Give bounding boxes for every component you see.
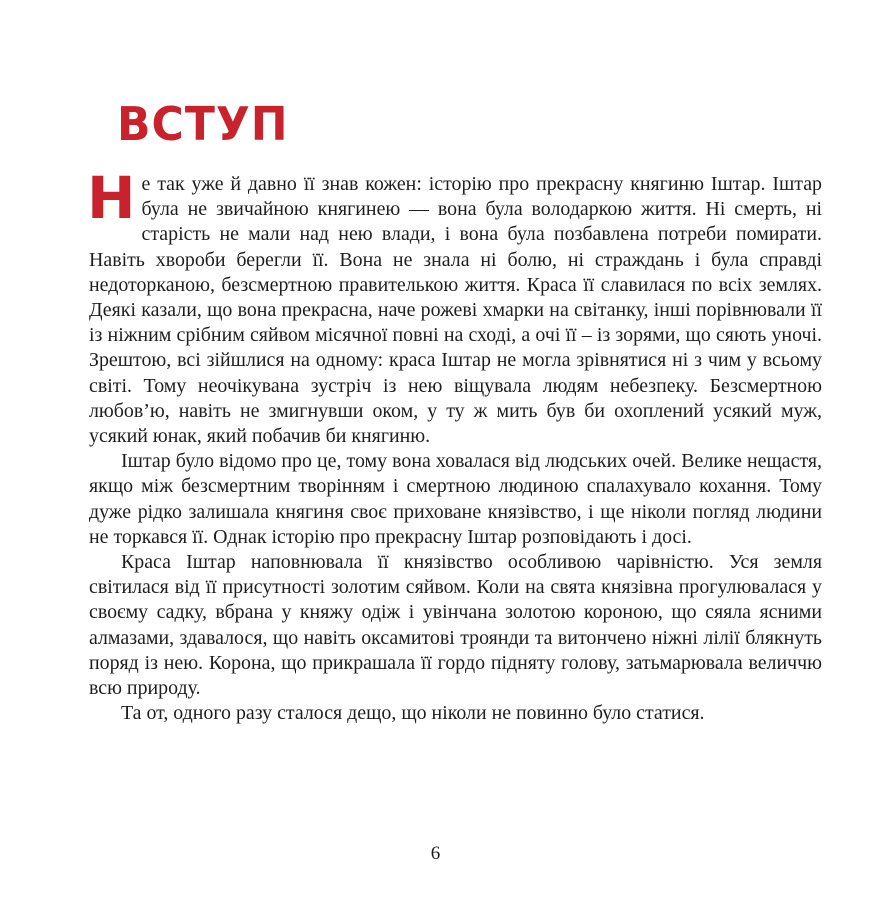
drop-cap: Н <box>87 164 136 232</box>
paragraph-4: Та от, одного разу сталося дещо, що ніколи не повинно було статися. <box>121 702 705 725</box>
chapter-body <box>87 164 822 726</box>
page-number: 6 <box>430 843 441 864</box>
paragraph-1 <box>87 164 822 449</box>
paragraph-2: Іштар було відомо про це, тому вона ховалася від людських очей. Велике нещастя, якщо між безсмертним творінням і смертною людиною спалахувало кохання. Тому дуже рідко залишала княгиня своє приховане князівство, і ще ніколи погляд людини не торкався її. Однак історію про прекрасну Іштар розповідають і досі. <box>89 450 822 548</box>
paragraph-1-text: е так уже й давно її знав кожен: історію про прекрасну княгиню Іштар. Іштар була не звичайною княгинею — вона була володаркою життя. Ні смерть, ні старість не мали над нею влади, і вона була позбавлена потреби помирати. Навіть хвороби берегли її. Вона не знала ні болю, ні страждань і була справді недоторканою, безсмертною правителькою життя. Краса її славилася по всіх землях. Деякі казали, що вона прекрасна, наче рожеві хмарки на світанку, інші порівнювали її із ніжним срібним сяйвом місячної повні на сході, а очі її – із зорями, що сяють уночі. Зрештою, всі зійшлися на одному: краса Іштар не могла зрівнятися ні з чим у всьому світі. Тому неочікувана зустріч із нею віщувала людям небезпеку. Безсмертною любов’ю, навіть не змигнувши оком, у ту ж мить був би охоплений усякий муж, усякий юнак, який побачив би княгиню. <box>89 173 822 448</box>
paragraph-3: Краса Іштар наповнювала її князівство особливою чарівністю. Уся земля світилася від її присутності золотим сяйвом. Коли на свята князівна прогулювалася у своєму садку, вбрана у княжу одіж і увінчана золотою короною, що сяяла ясними алмазами, здавалося, що навіть оксамитові троянди та витончено ніжні лілії блякнуть поряд із нею. Корона, що прикрашала її гордо підняту голову, затьмарювала величчю всю природу. <box>89 551 822 700</box>
chapter-title: ВСТУП <box>117 98 289 152</box>
